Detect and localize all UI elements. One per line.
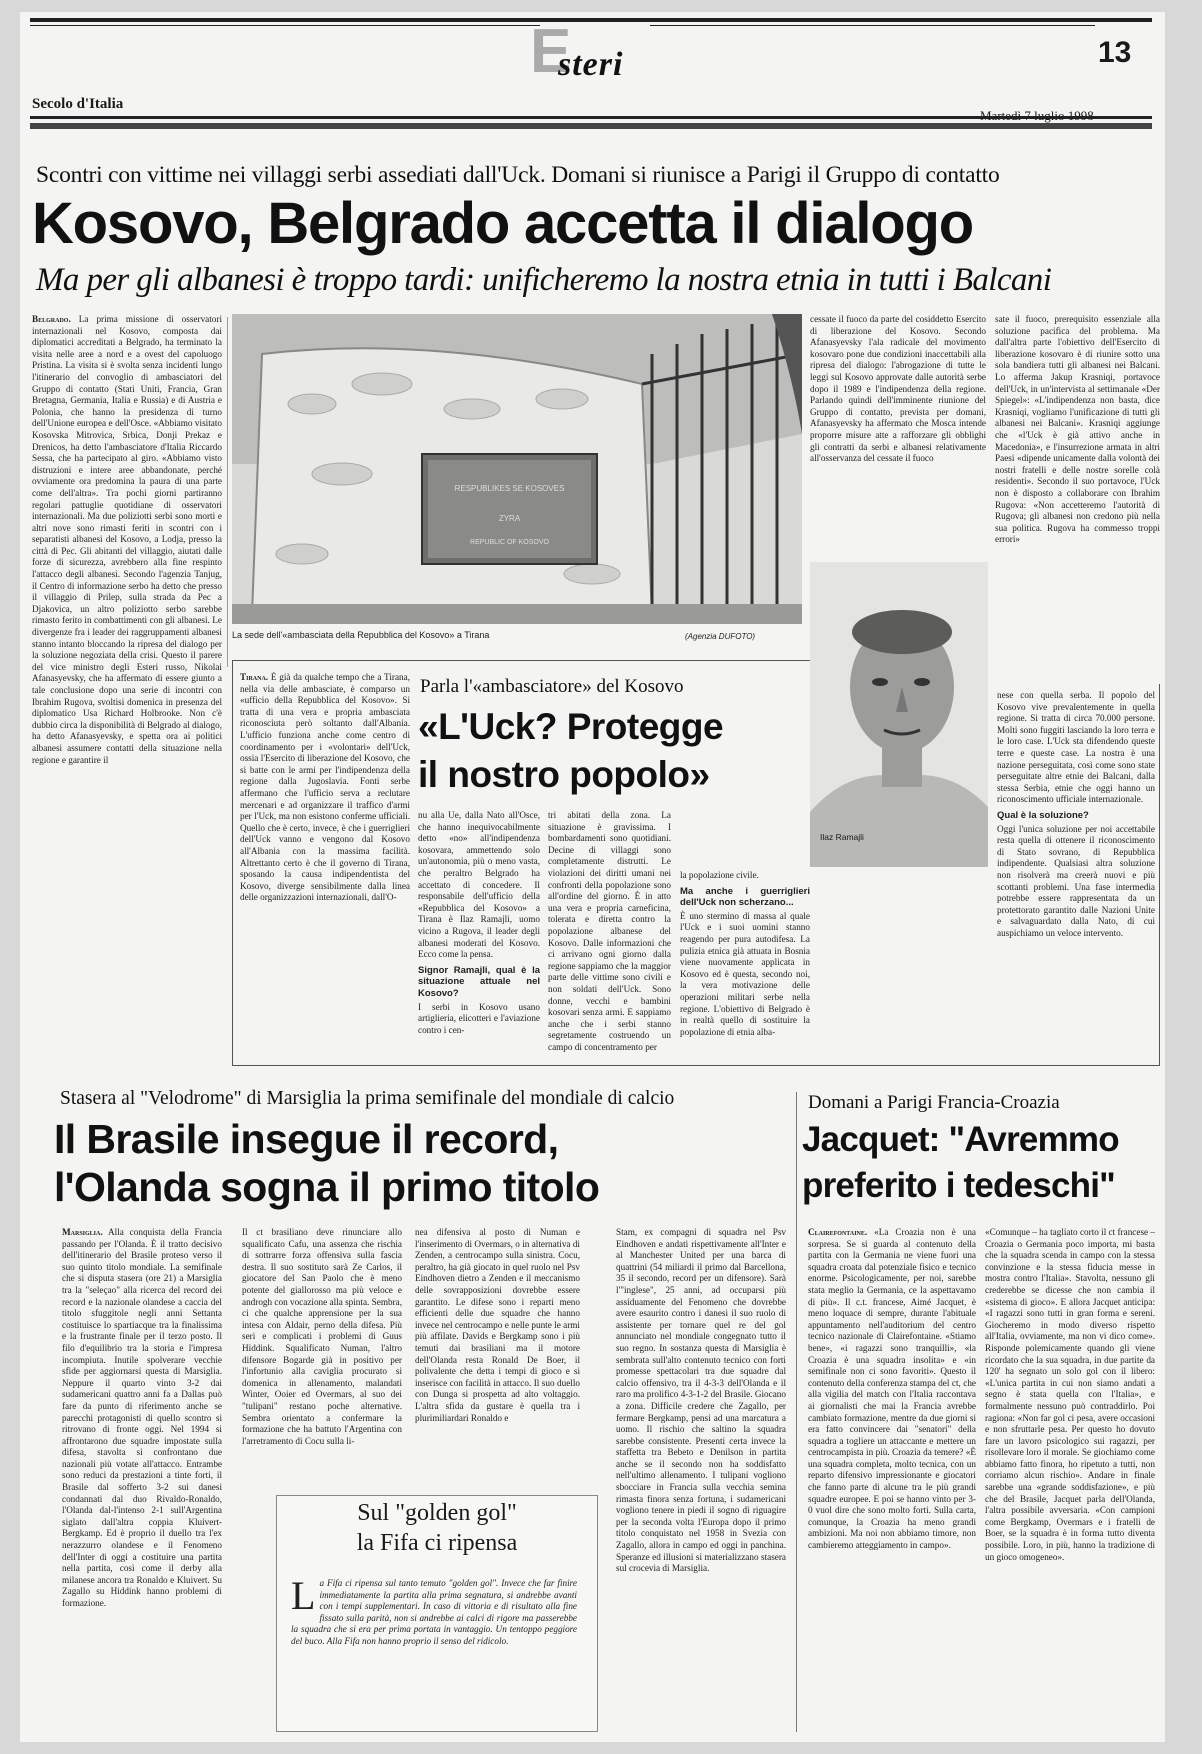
- embassy-photo: [232, 314, 802, 624]
- football-headline-line-1: Il Brasile insegue il record,: [54, 1116, 559, 1162]
- kosovo-column-1-text: La prima missione di osservatori internazionali nel Kosovo, composta dai diplomatici accreditati a Belgrado, ha terminato la visita nelle aree a nord e a ovest del capoluogo Pristina. La visita si è svolta senza incidenti lungo l'itinerario del convoglio di ambasciatori del Gruppo di contatto (Stati Uniti, Francia, Gran Bretagna, Germania, Italia e Russia) e di Austria e Polonia, che hanno la presidenza di turno dell'Unione europea e dell'Osce. «Abbiamo visitato Kosovska Mitrovica, Srbica, Donji Prekaz e Drenicos, ha detto l'ambasciatore d'Italia Riccardo Sessa, che ha partecipato al giro. «Abbiamo visto distruzioni e intere aree abbandonate, perché ovviamente ora predomina la paura di una parte come dell'altra». Tra pochi giorni partiranno regolari pattuglie quotidiane di osservatori internazionali. Ma due poliziotti serbi sono morti e altri nove sono rimasti feriti in scontri con i separatisti albanesi del Kosovo, a Lodja, presso la città di Pec. Gli abitanti del villaggio, aiutati dalle forze di sicurezza, avrebbero alla fine respinto l'attacco degli albanesi. Secondo l'agenzia Tanjug, il Centro di informazione serbo ha detto che presso il villaggio di Prilep, sulla strada da Pec a Djakovica, un altro poliziotto serbo sarebbe rimasto ferito in combattimenti con gli albanesi. Le divergenze fra i leader dei raggruppamenti albanesi stanno intanto bloccando la ripresa del dialogo per la soluzione negoziata della crisi. Questo il parere del vice ministro degli Esteri russo, Nikolai Afanasyevsky, che ha affermato di essere giunto a tale conclusione dopo una serie di incontri con Ibrahim Rugova, svoltisi domenica in presenza del diplomatico Usa Richard Holbrooke. Non c'è dubbio circa la disponibilità di Belgrado al dialogo, ha detto Afanasyevsky, e spetta ora ai politici albanesi assumere contatti della situazione nella regione e garantire il: [32, 314, 222, 765]
- kosovo-column-4: [810, 314, 986, 554]
- interview-headline-line-1: «L'Uck? Protegge: [418, 706, 724, 747]
- football-column-1-text: Alla conquista della Francia passando per l'Olanda. È il tratto decisivo dell'itinerario del Brasile proteso verso il suo quinto titolo mondiale. La semifinale che si disputa stasera (ore 21) a Marsiglia tra la "seleçao" alla ricerca del record dei record e la nazionale olandese a caccia del titolo sfuggitole negli anni Settanta costituisce lo spartiacque tra la finalissima e la frustrante finale per il terzo posto. Il filo d'equilibrio tra la storia e l'impresa incompiuta. Inutile spolverare vecchie sfide per aggiornarsi questa di Marsiglia. Neppure il quarto vinto 3-2 dai sudamericani quattro anni fa a Dallas può fare da punto di riferimento anche se parecchi protagonisti di quello scontro si ritrovano di fronte oggi. Nel 1994 si affrontarono due squadre impostate sulla difesa, stavolta si confrontano due nazionali più votate all'attacco. Entrambe sono reduci da prestazioni a tinte forti, il Brasile dal sofferto 3-2 sui danesi condannati dal duo Rivaldo-Ronaldo, l'Olanda dal-l'intenso 2-1 sull'Argentina siglato dall'altra coppia Kluivert-Bergkamp. Ed è proprio il duello tra l'ex nerazzurro olandese e il Fenomeno dell'Inter di oggi a costituire una partita nella partita, così come il derby alla milanese ancora tra Ronaldo e Kluivert. Su Zagallo su Hiddink hanno problemi di formazione.: [62, 1227, 222, 1608]
- portrait-caption: Ilaz Ramajli: [820, 832, 864, 842]
- football-column-1: [62, 1227, 222, 1732]
- masthead-bottom-rule: [30, 116, 1152, 119]
- column-divider: [227, 317, 228, 667]
- france-headline-line-2: preferito i tedeschi": [802, 1166, 1115, 1205]
- football-column-2: [242, 1227, 402, 1487]
- golden-gol-box: [276, 1495, 598, 1732]
- interview-column-4a-text: la popolazione civile.: [680, 870, 759, 880]
- golden-gol-initial: L: [291, 1578, 316, 1618]
- page-number: 13: [1098, 36, 1132, 69]
- golden-gol-title-line-1: Sul "golden gol": [357, 1500, 517, 1526]
- interview-column-2b-text: I serbi in Kosovo usano artiglieria, elicotteri e l'aviazione contro i cen-: [418, 1001, 540, 1035]
- interview-column-2: [418, 810, 540, 1062]
- interview-question-1: Signor Ramajli, qual è la situazione attuale nel Kosovo?: [418, 964, 540, 999]
- embassy-photo-drawing: [232, 314, 802, 624]
- football-column-2-text: Il ct brasiliano deve rinunciare allo squalificato Cafu, una assenza che rischia di sottrarre forza offensiva sulla fascia destra. Il suo sostituto sarà Ze Carlos, il giocatore del San Paolo che è meno potente del giallorosso ma più veloce e androgh con vocazione alla spinta. Sembra, ci che qualche apprensione per la sua intesa con Aldair, perno della difesa. Più seri e complicati i problemi di Guus Hiddink. Squalificato Numan, l'altro difensore Bogarde già in positivo per l'infortunio alla caviglia procurato si domenica in allenamento, malandati Winter, Ooier ed Overmars, al suo dei "tulipani" restano poche alternative. Sembra orientato a confermare la formazione che ha battuto l'Argentina con l'arretramento di Cocu sulla li-: [242, 1227, 402, 1446]
- golden-gol-title-line-2: la Fifa ci ripensa: [356, 1530, 518, 1556]
- interview-column-1: [240, 672, 410, 1062]
- kosovo-column-4-text: cessate il fuoco da parte del cosiddetto Esercito di liberazione del Kosovo. Secondo Afanasyevsky l'ala radicale del movimento kosovaro pone due condizioni inaccettabili alla ripresa del dialogo: l'abrogazione di tutte le leggi sul Kosovo approvate dalle autorità serbe dopo il 1989 e l'indipendenza della regione. Parlando quindi dell'imminente riunione del Gruppo di contatto, prevista per domani, Afanasyevsky ha affermato che Mosca intende proporre misure atte a rafforzare gli obblighi gli contratti da serbi e albanesi relativamente all'osservanza del cessate il fuoco: [810, 314, 986, 464]
- embassy-sign-line-3: REPUBLIC OF KOSOVO: [470, 539, 549, 546]
- france-column-2-text: «Comunque – ha tagliato corto il ct francese – Croazia o Germania poco importa, mi basta che la squadra scenda in campo con la stessa convinzione e la stessa fiducia messe in mostra contro l'Italia». Stavolta, nessuno gli crederebbe se dicesse che non cambia il «sistema di gioco». E allora Jacquet anticipa: «I ragazzi sono tutti in gran forma e sereni. Giocheremo in modo diverso rispetto all'Italia, ovviamente, ma non vi dico come». Risponde polemicamente quando gli viene ricordato che la sua squadra, in due partite da 120' ha segnato un solo gol con il libero: «L'unica partita in cui non siamo andati a segno è stata quella con l'Italia», e formalmente nessuno può contraddirlo. Poi ragiona: «Non far gol ci pesa, avere occasioni e non sfruttarle pesa. Per questo ho dovuto fare un lavoro psicologico sui ragazzi, per risollevare loro il morale. Se giochiamo come abbiamo fatto finora, ho ripetuto a tutti, non corriamo alcun rischio». Andare in finale sarebbe una «grande soddisfazione», e più che del Brasile, Jacquet parla dell'Olanda, l'altra possibile avversaria. «Con campioni come Bergkamp, Overmars e i fratelli de Boer, se la squadra è in forma tutto diventa possibile. Loro, in più, hanno la tradizione di un gioco omogeneo».: [985, 1227, 1155, 1562]
- france-kicker: Domani a Parigi Francia-Croazia: [808, 1092, 1060, 1113]
- interview-column-1-text: È già da qualche tempo che a Tirana, nella via delle ambasciate, è comparso un «ufficio della Repubblica del Kosovo». Si tratta di una vera e propria ambasciata riconosciuta però soltanto dall'Albania. L'ufficio funziona anche come centro di coordinamento per i «volontari» dell'Uck, ossia l'Esercito di liberazione del Kosovo, che si batte con le armi per l'indipendenza della regione dalla Jugoslavia. Fonti serbe affermano che l'ufficio serva a reclutare mercenari e ad organizzare il traffico d'armi per l'Uck, ma non esistono conferme ufficiali. Quello che è certo, invece, è che i guerriglieri dell'Uck vanno e vengono dal Kosovo all'Albania con la massima facilità. Altrettanto certo è che il governo di Tirana, sposando la causa indipendentista del Kosovo, diverge sensibilmente dalla linea delle organizzazioni internazionali, dall'O-: [240, 672, 410, 903]
- embassy-photo-caption: La sede dell'«ambasciata della Repubblica del Kosovo» a Tirana: [232, 630, 490, 640]
- france-column-1-text: «La Croazia non è una sorpresa. Se si guarda al contenuto della partita con la Germania ne viene fuori una squadra croata dal potenziale fisico e tecnico enorme. Psicologicamente, per noi, sarebbe stata meglio la Germania, ce la aspettavamo di più». Il c.t. francese, Aimé Jacquet, è meno loquace di sempre, durante l'abituale appuntamento nell'auditorium del centro tecnico nazionale di Clairefontaine. «Stiamo bene», «i ragazzi sono tranquilli», «la Croazia è una squadra insolita» e «in semifinale non ci sono favoriti». Questo il contenuto della conferenza stampa del ct, che alla vigilia del match con l'Italia raccontava ai giornalisti che mai la Francia avrebbe cambiato formazione, mentre da due giorni si era fatto convincere dai "senatori" della squadra a togliere un attaccante e mettere un centrocampista in più. Croazia da temere? «È una squadra completa, molto tecnica, con un reparto difensivo impressionante e giocatori che fanno parte di alcune tra le più grandi squadre europee. E poi se hanno vinto per 3-0 vuol dire che sono molto forti. Sulla carta, comunque, la Croazia ha meno grandi ambizioni. Ma noi non abbiamo timore, non cambieremo atteggiamento in campo».: [808, 1227, 976, 1551]
- embassy-sign-line-2: ZYRA: [498, 514, 521, 523]
- kosovo-kicker: Scontri con vittime nei villaggi serbi assediati dall'Uck. Domani si riunisce a Parigi il Gruppo di contatto: [36, 162, 1000, 188]
- football-headline-line-2: l'Olanda sogna il primo titolo: [54, 1164, 600, 1210]
- kosovo-column-5: [995, 314, 1160, 680]
- interview-column-5a-text: nese con quella serba. Il popolo del Kosovo vive prevalentemente in quella regione. Si tratta di circa 70.000 persone. Molti sono fuggiti lasciando la loro terra e le loro case. L'Uck sta difendendo queste terre e queste case. La nostra è una nazione perseguitata, così come sono state perseguitate altre etnie dei Balcani, dalla stessa Serbia, etnie che oggi hanno un riconoscimento ufficiale internazionale.: [997, 690, 1155, 805]
- interview-kicker: Parla l'«ambasciatore» del Kosovo: [420, 676, 684, 697]
- france-headline-line-1: Jacquet: "Avremmo: [802, 1120, 1119, 1159]
- football-kicker: Stasera al "Velodrome" di Marsiglia la prima semifinale del mondiale di calcio: [60, 1088, 675, 1109]
- football-column-3-text: nea difensiva al posto di Numan e l'inserimento di Overmars, o in alternativa di Zenden, a centrocampo sulla sinistra. Cocu, peraltro, ha già giocato in quel ruolo nel Psv Eindhoven dietro a Zenden e il meccanismo delle sovrapposizioni dovrebbe essere garantito. Le difese sono i reparti meno efficienti delle due squadre che hanno invece nel centrocampo e nelle punte le armi più affilate. Davids e Bergkamp sono i più temuti dai brasiliani ma il motore dell'Olanda resta Ronald De Boer, il polivalente che detta i tempi di gioco e si inserisce con facilità in attacco. Il suo duello con Dunga si prospetta ad alto voltaggio. L'altra sfida da gustare è quella tra i plurimiliardari Ronaldo e: [415, 1227, 580, 1423]
- kosovo-column-1: [32, 314, 222, 1049]
- kosovo-column-5-text: sate il fuoco, prerequisito essenziale alla soluzione pacifica del problema. Ma dall'altra parte l'obiettivo dell'Esercito di liberazione kosovaro è di riunire sotto una sola bandiera tutti gli albanesi nei Balcani. Lo afferma Jakup Krasniqi, portavoce dell'Uck, in un'intervista al settimanale «Der Spiegel»: «L'indipendenza non basta, dice Krasniqi, vogliamo l'unificazione di tutti gli albanesi nei Balcani». Krasniqi aggiunge che «l'Uck è già attivo anche in Macedonia», e l'insurrezione armata in altri Paesi «dipende unicamente dalla volontà dei nostri fratelli e delle nostre sorelle colà residenti». Secondo il suo portavoce, l'Uck non è disposto a collaborare con Ibrahim Rugova: «Non accetteremo l'autorità di Rugova; gli albanesi non credono più nella sua politica. Rugova ha commesso troppi errori»: [995, 314, 1160, 545]
- sports-divider: [796, 1092, 797, 1732]
- football-column-3: [415, 1227, 580, 1487]
- interview-box-left: [232, 660, 233, 1065]
- france-dateline: Clairefontaine.: [808, 1227, 868, 1237]
- interview-question-2: Ma anche i guerriglieri dell'Uck non scherzano...: [680, 885, 810, 909]
- interview-column-5b-text: Oggi l'unica soluzione per noi accettabile resta quella di ottenere il riconoscimento di Stato sovrano, di Repubblica indipendente. Qualsiasi altra soluzione non risolverà ma creerà nuovi e più scottanti problemi. Una fase intermedia potrebbe essere rappresentata da un protettorato garantito dalle Nazioni Unite e salvaguardato dalla Nato, di cui auspichiamo un veloce intervento.: [997, 823, 1155, 938]
- interview-box-bottom: [232, 1065, 1160, 1066]
- kosovo-headline: Kosovo, Belgrado accetta il dialogo: [32, 191, 973, 256]
- kosovo-dateline: Belgrado.: [32, 314, 71, 324]
- france-column-2: [985, 1227, 1155, 1732]
- portrait-photo: [810, 562, 988, 867]
- golden-gol-text: [291, 1578, 577, 1723]
- masthead-bottom-rule-2: [30, 123, 1152, 129]
- football-column-4-text: Stam, ex compagni di squadra nel Psv Eindhoven e andati rispettivamente all'Inter e al Manchester United per una barca di quattrini (54 miliardi il primo dal Barcellona, 35 il secondo, record per un difensore). Sarà l'"inglese", 25 anni, ad occuparsi più assiduamente del Fenomeno che dovrebbe avere esaurito contro i danesi il suo ruolo di assistente per tornare quel re del gol annunciato nel mondiale congegnato tutto il suo regno. In sostanza questa di Marsiglia è sembrata sull'alto contenuto tecnico con forti promesse spettacolari tra due squadre dal calcio offensivo, tra il 4-3-3 dell'Olanda e il raro ma prolifico 4-3-1-2 del Brasile. Giocano a zona. Difficile credere che Zagallo, per fermare Bergkamp, pensi ad una marcatura a uomo. Il rischio che saltino la squadra sarebbe consistente. Presenti certa invece la staffetta tra Bebeto e Denilson in partita anche se il secondo non ha soddisfatto nell'ultimo allenamento. I tulipani vogliono sbocciare in Francia sulla vecchia semina rimasta finora senza fortuna, i sudamericani vogliono tenere in piedi il sogno di riguagire per la seconda volta l'Europa dopo il primo titolo conquistato nel 1958 in Svezia con Zagallo, allora in campo ed oggi in panchina. Speranze ed illusioni si materializzano stasera sul crocevia di Marsiglia.: [616, 1227, 786, 1574]
- paper-name: Secolo d'Italia: [32, 96, 124, 112]
- portrait-drawing: [810, 562, 988, 867]
- interview-question-3: Qual è la soluzione?: [997, 809, 1089, 821]
- football-column-4: [616, 1227, 786, 1732]
- newspaper-page: [20, 12, 1165, 1742]
- interview-headline-line-2: il nostro popolo»: [418, 754, 710, 795]
- interview-column-2-text: nu alla Ue, dalla Nato all'Osce, che hanno inequivocabilmente detto «no» all'indipendenza kosovara, ammettendo solo un'autonomia, più o meno vasta, che peraltro Belgrado ha accettato di concedere. Il responsabile dell'ufficio della «Repubblica del Kosovo» a Tirana è Ilaz Ramajli, uomo vicino a Rugova, il leader degli albanesi moderati del Kosovo. Ecco come la pensa.: [418, 810, 540, 960]
- interview-box-top: [232, 660, 810, 661]
- embassy-photo-credit: (Agenzia DUFOTO): [685, 632, 756, 641]
- interview-column-3-text: tri abitati della zona. La situazione è gravissima. I bombardamenti sono quotidiani. Decine di villaggi sono completamente distrutti. Le violazioni dei diritti umani nei confronti della popolazione sono all'ordine del giorno. È in atto una vera e propria carneficina, tolerata e diretta contro la popolazione albanese del Kosovo. Dalle informazioni che ci arrivano ogni giorno dalla regione sappiamo che la maggior parte delle vittime sono civili e non soldati dell'Uck. Sono donne, vecchi e bambini kosovari senza armi. E sappiamo anche che i serbi stanno segretamente costruendo un campo di concentramento per: [548, 810, 671, 1052]
- masthead-top-rule-thin: [30, 25, 540, 26]
- france-column-1: [808, 1227, 976, 1732]
- embassy-sign-line-1: RESPUBLIKES SE KOSOVES: [454, 484, 565, 493]
- interview-column-5: [997, 690, 1155, 1062]
- section-name: steri: [558, 46, 624, 83]
- section-initial: E: [530, 17, 572, 86]
- kosovo-subhead: Ma per gli albanesi è troppo tardi: unificheremo la nostra etnia in tutti i Balcani: [36, 262, 1052, 298]
- masthead-top-rule-thin-right: [650, 25, 1095, 26]
- interview-dateline: Tirana.: [240, 672, 269, 682]
- golden-gol-body: a Fifa ci ripensa sul tanto temuto "golden gol". Invece che far finire immediatamente la partita alla prima segnatura, si andrebbe avanti con i tempi supplementari. In caso di vittoria e di risultato alla fine fissato sulla parità, non si andrebbe ai calci di rigore ma passerebbe la squadra che si era per prima portata in vantaggio. Un tentoppo peggiore del buco. Alla Fifa non hanno proprio il senso del ridicolo.: [291, 1578, 577, 1646]
- interview-column-4: [680, 870, 810, 1062]
- interview-column-4b-text: È uno stermino di massa al quale l'Uck e i suoi uomini stanno reagendo per pura autodifesa. La pulizia etnica già attuata in Bosnia viene nuovamente applicata in Kosovo ed è questa, secondo noi, la vera motivazione delle operazioni militari serbe nella regione. L'obiettivo di Belgrado è in realtà quello di sostituire la popolazione di etnia alba-: [680, 910, 810, 1037]
- football-dateline: Marsiglia.: [62, 1227, 103, 1237]
- interview-box-right: [1159, 684, 1160, 1065]
- interview-column-3: [548, 810, 671, 1062]
- section-logo: [530, 17, 660, 92]
